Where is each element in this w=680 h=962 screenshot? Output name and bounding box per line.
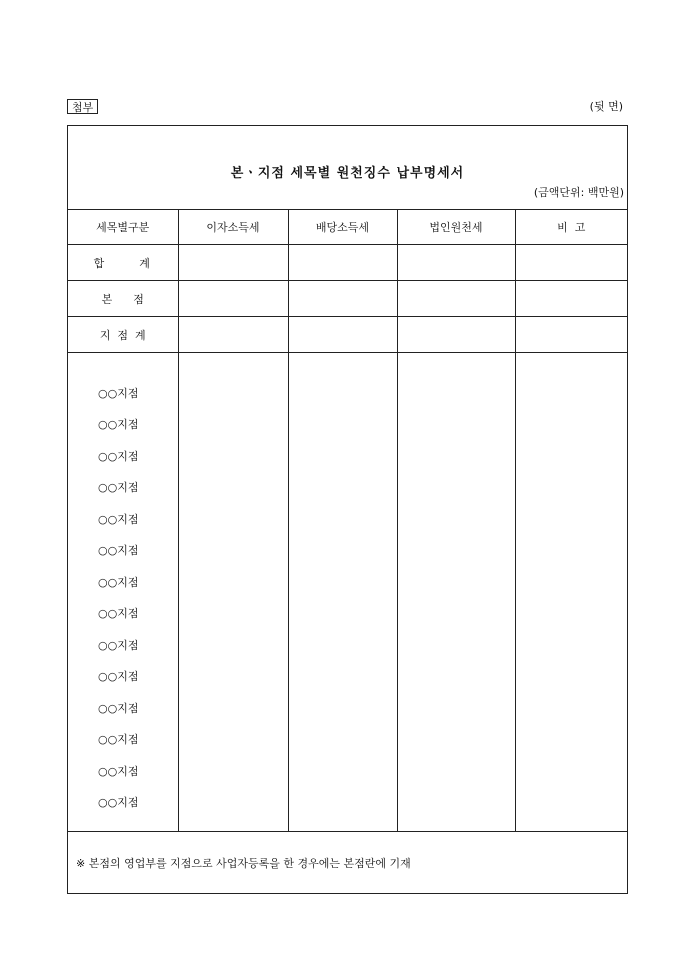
branch-corporate-column[interactable]: [397, 353, 515, 832]
branch-remarks-column[interactable]: [515, 353, 627, 832]
form-title: 본ㆍ지점 세목별 원천징수 납부명세서: [230, 166, 465, 181]
branch-label: ○○지점: [98, 764, 139, 778]
branch-label: ○○지점: [98, 670, 139, 683]
branch-total-corporate-cell[interactable]: [397, 317, 515, 353]
branch-label: ○○지점: [98, 512, 139, 526]
branch-total-label: 지 점 계: [68, 317, 178, 353]
branch-label: ○○지점: [98, 575, 139, 589]
branch-label: ○○지점: [98, 638, 139, 652]
branch-total-dividend-cell[interactable]: [288, 317, 397, 353]
branch-label: ○○지점: [98, 481, 139, 494]
total-corporate-cell[interactable]: [397, 245, 515, 281]
header-corporate-withholding-tax: 법인원천세: [397, 210, 515, 245]
page-side-label: (뒷 면): [589, 100, 623, 113]
tax-table: [68, 209, 627, 832]
header-row: [68, 210, 627, 245]
branch-label: ○○지점: [98, 607, 139, 620]
head-office-interest-cell[interactable]: [178, 281, 288, 317]
branch-total-row: [68, 317, 627, 353]
branch-label: ○○지점: [98, 701, 139, 715]
attachment-label: 첨부: [67, 99, 98, 114]
branch-total-remarks-cell[interactable]: [515, 317, 627, 353]
head-office-row: [68, 281, 627, 317]
branch-label: ○○지점: [98, 796, 139, 809]
total-label: 합 계: [68, 245, 178, 281]
amount-unit: (금액단위: 백만원): [533, 186, 624, 199]
total-interest-cell[interactable]: [178, 245, 288, 281]
head-office-label: 본 점: [68, 281, 178, 317]
branch-interest-column[interactable]: [178, 353, 288, 832]
branch-label: ○○지점: [98, 544, 139, 557]
head-office-corporate-cell[interactable]: [397, 281, 515, 317]
form-frame: [67, 125, 628, 894]
head-office-dividend-cell[interactable]: [288, 281, 397, 317]
branch-dividend-column[interactable]: [288, 353, 397, 832]
header-remarks: 비 고: [515, 210, 627, 245]
total-row: [68, 245, 627, 281]
header-dividend-tax: 배당소득세: [288, 210, 397, 245]
head-office-remarks-cell[interactable]: [515, 281, 627, 317]
branch-rows: [68, 353, 627, 832]
branch-label-column: [68, 353, 178, 832]
branch-label: ○○지점: [98, 386, 139, 400]
footnote: ※ 본점의 영업부를 지점으로 사업자등록을 한 경우에는 본점란에 기재: [76, 857, 411, 870]
branch-label: ○○지점: [98, 733, 139, 746]
header-interest-tax: 이자소득세: [178, 210, 288, 245]
branch-label: ○○지점: [98, 418, 139, 431]
branch-label: ○○지점: [98, 449, 139, 463]
total-dividend-cell[interactable]: [288, 245, 397, 281]
header-category: 세목별구분: [68, 210, 178, 245]
total-remarks-cell[interactable]: [515, 245, 627, 281]
branch-total-interest-cell[interactable]: [178, 317, 288, 353]
